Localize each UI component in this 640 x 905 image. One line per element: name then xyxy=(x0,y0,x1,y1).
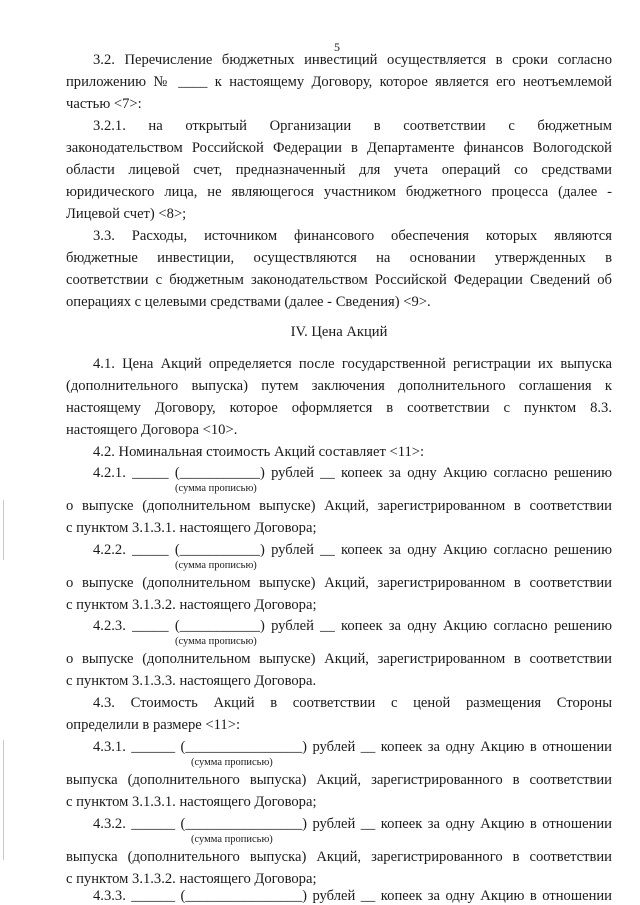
text-line: (дополнительного выпуска) путем заключения дополнительного соглашения к xyxy=(66,378,612,394)
text-line: с пунктом 3.1.3.2. настоящего Договора; xyxy=(66,597,317,613)
text-line: настоящему Договору, которое оформляется в соответствии с пунктом 8.3. xyxy=(66,400,612,416)
text-line: 4.2.2. _____ (___________) рублей __ копеек за одну Акцию согласно решению xyxy=(93,542,612,558)
text-line: 3.3. Расходы, источником финансового обеспечения которых являются xyxy=(93,228,612,244)
text-line: с пунктом 3.1.3.1. настоящего Договора; xyxy=(66,520,317,536)
text-line: выпуска (дополнительного выпуска) Акций, зарегистрированного в соответствии xyxy=(66,849,612,865)
text-line: с пунктом 3.1.3.3. настоящего Договора. xyxy=(66,673,317,689)
text-line: 4.3.1. ______ (________________) рублей __ копеек за одну Акцию в отношении xyxy=(93,739,612,755)
text-line: 4.3.3. ______ (________________) рублей __ копеек за одну Акцию в отношении xyxy=(93,888,612,904)
text-line: приложению № ____ к настоящему Договору, которое является его неотъемлемой xyxy=(66,74,612,90)
text-line: 4.3.2. ______ (________________) рублей __ копеек за одну Акцию в отношении xyxy=(93,816,612,832)
text-line: законодательством Российской Федерации в Департаменте финансов Вологодской xyxy=(66,140,612,156)
section-heading: IV. Цена Акций xyxy=(290,324,388,340)
amount-caption: (сумма прописью) xyxy=(175,483,257,494)
text-line: юридического лица, не являющегося участником бюджетного процесса (далее - xyxy=(66,184,612,200)
text-line: Лицевой счет) <8>; xyxy=(66,206,187,222)
text-line: операциях с целевыми средствами (далее - Сведения) <9>. xyxy=(66,294,431,310)
scan-edge-mark xyxy=(3,740,4,860)
amount-caption: (сумма прописью) xyxy=(191,834,273,845)
text-line: настоящего Договора <10>. xyxy=(66,422,238,438)
text-line: с пунктом 3.1.3.1. настоящего Договора; xyxy=(66,794,317,810)
text-line: бюджетные инвестиции, осуществляются на основании утвержденных в xyxy=(66,250,612,266)
text-line: частью <7>: xyxy=(66,96,142,112)
text-line: области лицевой счет, предназначенный для учета операций со средствами xyxy=(66,162,612,178)
text-line: 4.2.3. _____ (___________) рублей __ копеек за одну Акцию согласно решению xyxy=(93,618,612,634)
amount-caption: (сумма прописью) xyxy=(191,757,273,768)
text-line: о выпуске (дополнительном выпуске) Акций, зарегистрированном в соответствии xyxy=(66,498,612,514)
text-line: 4.2.1. _____ (___________) рублей __ копеек за одну Акцию согласно решению xyxy=(93,465,612,481)
text-line: определили в размере <11>: xyxy=(66,717,240,733)
text-line: 4.2. Номинальная стоимость Акций составляет <11>: xyxy=(93,444,425,460)
text-line: 4.3. Стоимость Акций в соответствии с ценой размещения Стороны xyxy=(93,695,612,711)
amount-caption: (сумма прописью) xyxy=(175,636,257,647)
text-line: выпуска (дополнительного выпуска) Акций, зарегистрированного в соответствии xyxy=(66,772,612,788)
text-line: с пунктом 3.1.3.2. настоящего Договора; xyxy=(66,871,317,887)
page-number: 5 xyxy=(334,40,340,54)
text-line: 3.2. Перечисление бюджетных инвестиций осуществляется в сроки согласно xyxy=(93,52,612,68)
amount-caption: (сумма прописью) xyxy=(175,560,257,571)
text-line: о выпуске (дополнительном выпуске) Акций, зарегистрированном в соответствии xyxy=(66,575,612,591)
text-line: 4.1. Цена Акций определяется после государственной регистрации их выпуска xyxy=(93,356,612,372)
text-line: 3.2.1. на открытый Организации в соответствии с бюджетным xyxy=(93,118,612,134)
text-line: о выпуске (дополнительном выпуске) Акций, зарегистрированном в соответствии xyxy=(66,651,612,667)
scan-edge-mark xyxy=(3,500,4,560)
text-line: соответствии с бюджетным законодательством Российской Федерации Сведений об xyxy=(66,272,612,288)
